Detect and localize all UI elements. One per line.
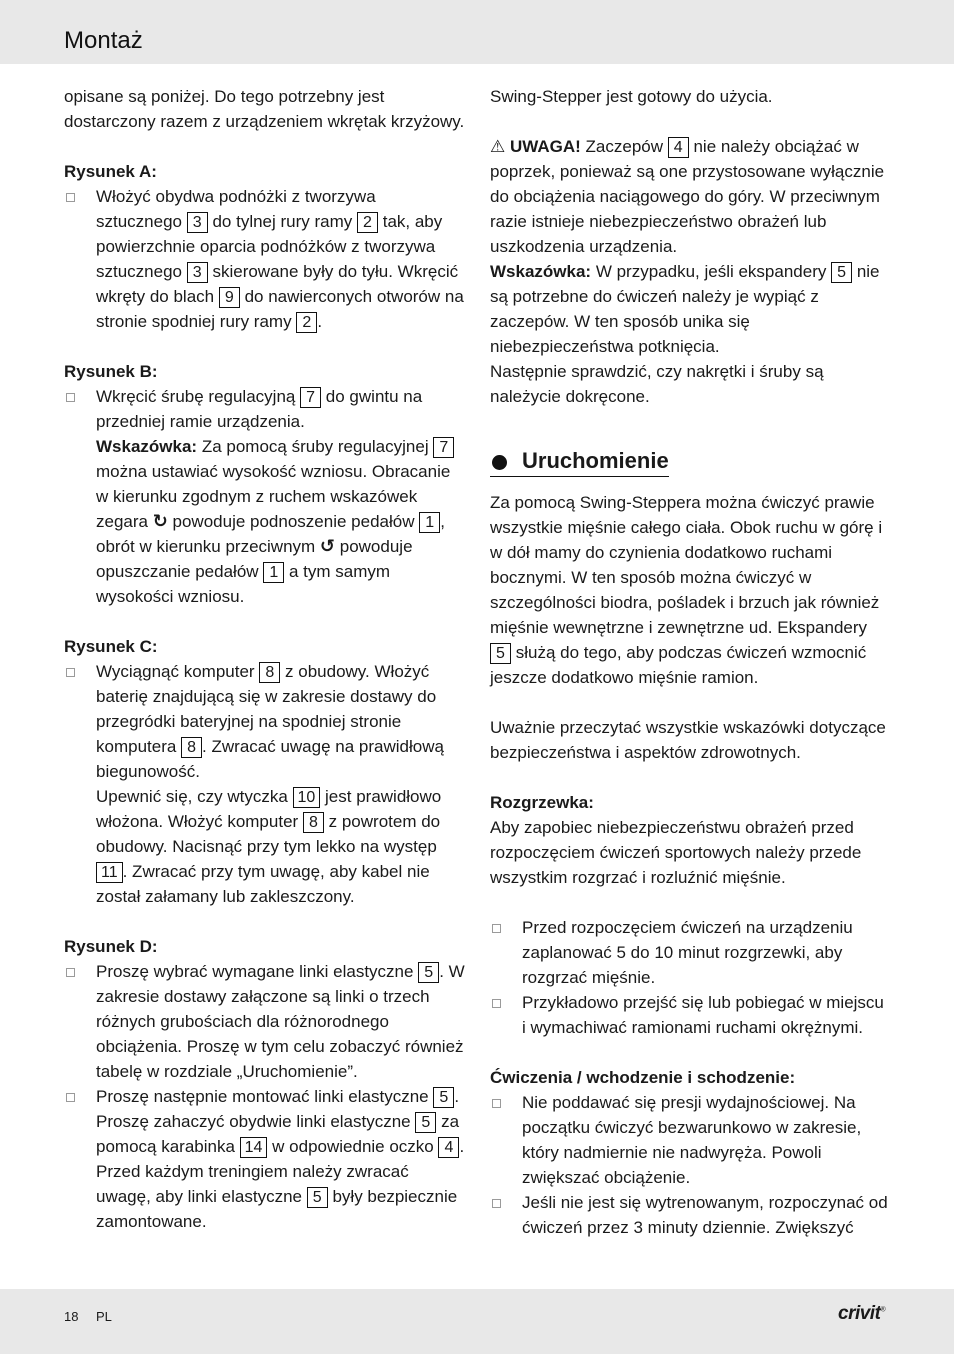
- part-ref: 5: [418, 962, 439, 983]
- part-ref: 8: [259, 662, 280, 683]
- checkbox-bullet-icon: [66, 393, 75, 402]
- hint-paragraph: Wskazówka: W przypadku, jeśli ekspandery 5 nie są potrzebne do ćwiczeń należy je wypiąć z zaczepów. W ten sposób unika się niebezpieczeństwa potknięcia.: [490, 262, 880, 356]
- page-header: [0, 0, 954, 64]
- checkbox-bullet-icon: [66, 968, 75, 977]
- part-ref: 3: [187, 212, 208, 233]
- safety-note: Uważnie przeczytać wszystkie wskazówki dotyczące bezpieczeństwa i aspektów zdrowotnych.: [490, 718, 886, 762]
- warning-label: UWAGA!: [509, 137, 581, 156]
- intro-text: opisane są poniżej. Do tego potrzebny jest dostarczony razem z urządzeniem wkrętak krzyżowy.: [64, 87, 465, 131]
- checkbox-bullet-icon: [492, 924, 501, 933]
- page-title: Montaż: [64, 27, 143, 54]
- section-heading: Uruchomienie: [490, 446, 669, 477]
- warning-paragraph: ⚠ UWAGA! Zaczepów 4 nie należy obciążać w poprzek, ponieważ są one przystosowane wyłącznie do obciążenia naciągowego do góry. W przeciwnym razie istnieje niebezpieczeństwo obrażeń lub uszkodzenia urządzenia.: [490, 134, 892, 259]
- check-text: Następnie sprawdzić, czy nakrętki i śruby są należycie dokręcone.: [490, 362, 824, 406]
- ready-text: Swing-Stepper jest gotowy do użycia.: [490, 87, 773, 106]
- checkbox-bullet-icon: [66, 668, 75, 677]
- checkbox-bullet-icon: [66, 1093, 75, 1102]
- part-ref: 4: [668, 137, 689, 158]
- part-ref: 5: [490, 643, 511, 664]
- part-ref: 5: [307, 1187, 328, 1208]
- part-ref: 1: [263, 562, 284, 583]
- warmup-text: Aby zapobiec niebezpieczeństwu obrażeń przed rozpoczęciem ćwiczeń sportowych należy przede wszystkim rozgrzać i rozluźnić mięśnie.: [490, 818, 862, 887]
- list-item: Przed rozpoczęciem ćwiczeń na urządzeniu zaplanować 5 do 10 minut rozgrzewki, aby rozgrzać mięśnie.: [490, 915, 892, 990]
- figure-d-step: Proszę następnie montować linki elastyczne 5 . Proszę zahaczyć obydwie linki elastyczne 5 za pomocą karabinka 14 w odpowiednie oczko 4 . Przed każdym treningiem należy zwracać uwagę, aby linki elastyczne 5 były bezpiecznie zamontowane.: [64, 1084, 466, 1234]
- part-ref: 2: [296, 312, 317, 333]
- figure-b-title: Rysunek B:: [64, 362, 158, 381]
- figure-a-title: Rysunek A:: [64, 162, 157, 181]
- hint-label: Wskazówka:: [96, 437, 198, 456]
- figure-b-step: Wkręcić śrubę regulacyjną 7 do gwintu na przedniej ramie urządzenia. Wskazówka: Za pomocą śruby regulacyjnej 7 można ustawiać wysokość wzniosu. Obracanie w kierunku zgodnym z ruchem wskazówek zegara ↻ powoduje podnoszenie pedałów 1 , obrót w kierunku przeciwnym ↺ powoduje opuszczanie pedałów 1 a tym samym wysokości wzniosu.: [64, 384, 466, 609]
- page-number: 18: [64, 1309, 79, 1324]
- checkbox-bullet-icon: [66, 193, 75, 202]
- list-item: Przykładowo przejść się lub pobiegać w miejscu i wymachiwać ramionami ruchami okrężnymi.: [490, 990, 892, 1040]
- exercise-title: Ćwiczenia / wchodzenie i schodzenie:: [490, 1068, 796, 1087]
- language-code: PL: [96, 1309, 112, 1324]
- part-ref: 7: [300, 387, 321, 408]
- counterclockwise-arrow-icon: ↺: [319, 536, 336, 556]
- intro-paragraph: Za pomocą Swing-Steppera można ćwiczyć prawie wszystkie mięśnie całego ciała. Obok ruchu w górę i w dół mamy do czynienia dodatkowo ruchami bocznymi. W ten sposób można ćwiczyć w szczególności biodra, pośladek i brzuch jak również mięśnie wewnętrzne i zewnętrzne ud. Ekspandery 5 służą do tego, aby podczas ćwiczeń wzmocnić jeszcze dodatkowo mięśnie ramion.: [490, 493, 883, 687]
- checkbox-bullet-icon: [492, 999, 501, 1008]
- bullet-dot-icon: [492, 455, 507, 470]
- figure-d-title: Rysunek D:: [64, 937, 158, 956]
- warmup-title: Rozgrzewka:: [490, 793, 594, 812]
- part-ref: 11: [96, 862, 123, 883]
- right-column: [490, 84, 892, 1240]
- figure-c-title: Rysunek C:: [64, 637, 158, 656]
- left-column: [64, 84, 466, 1234]
- part-ref: 8: [303, 812, 324, 833]
- part-ref: 5: [433, 1087, 454, 1108]
- part-ref: 7: [433, 437, 454, 458]
- part-ref: 4: [438, 1137, 459, 1158]
- part-ref: 3: [187, 262, 208, 283]
- part-ref: 8: [181, 737, 202, 758]
- part-ref: 5: [415, 1112, 436, 1133]
- checkbox-bullet-icon: [492, 1099, 501, 1108]
- list-item: Nie poddawać się presji wydajnościowej. Na początku ćwiczyć bezwarunkowo w zakresie, który nadmiernie nie nadwyręża. Powoli zwiększać obciążenie.: [490, 1090, 892, 1190]
- part-ref: 10: [293, 787, 321, 808]
- checkbox-bullet-icon: [492, 1199, 501, 1208]
- hint-label: Wskazówka:: [490, 262, 592, 281]
- figure-a-step: Włożyć obydwa podnóżki z tworzywa sztucznego 3 do tylnej rury ramy 2 tak, aby powierzchnie oparcia podnóżków z tworzywa sztucznego 3 skierowane były do tyłu. Wkręcić wkręty do blach 9 do nawierconych otworów na stronie spodniej rury ramy 2 .: [64, 184, 466, 334]
- list-item: Jeśli nie jest się wytrenowanym, rozpoczynać od ćwiczeń przez 3 minuty dziennie. Zwiększyć: [490, 1190, 892, 1240]
- part-ref: 5: [831, 262, 852, 283]
- warning-triangle-icon: ⚠: [490, 137, 506, 156]
- page-footer: [0, 1289, 954, 1354]
- clockwise-arrow-icon: ↻: [152, 511, 168, 531]
- part-ref: 1: [419, 512, 440, 533]
- brand-logo: crivit®: [838, 1303, 886, 1324]
- part-ref: 9: [219, 287, 240, 308]
- part-ref: 14: [240, 1137, 268, 1158]
- figure-c-step: Wyciągnąć komputer 8 z obudowy. Włożyć baterię znajdującą się w zakresie dostawy do przegródki bateryjnej na spodniej stronie komputera 8 . Zwracać uwagę na prawidłową biegunowość. Upewnić się, czy wtyczka 10 jest prawidłowo włożona. Włożyć komputer 8 z powrotem do obudowy. Nacisnąć przy tym lekko na występ 11 . Zwracać przy tym uwagę, aby kabel nie został załamany lub zakleszczony.: [64, 659, 466, 909]
- figure-d-step: Proszę wybrać wymagane linki elastyczne 5 . W zakresie dostawy załączone są linki o trzech różnych grubościach dla różnorodnego obciążenia. Proszę w tym celu zobaczyć również tabelę w rozdziale „Uruchomienie”.: [64, 959, 466, 1084]
- part-ref: 2: [357, 212, 378, 233]
